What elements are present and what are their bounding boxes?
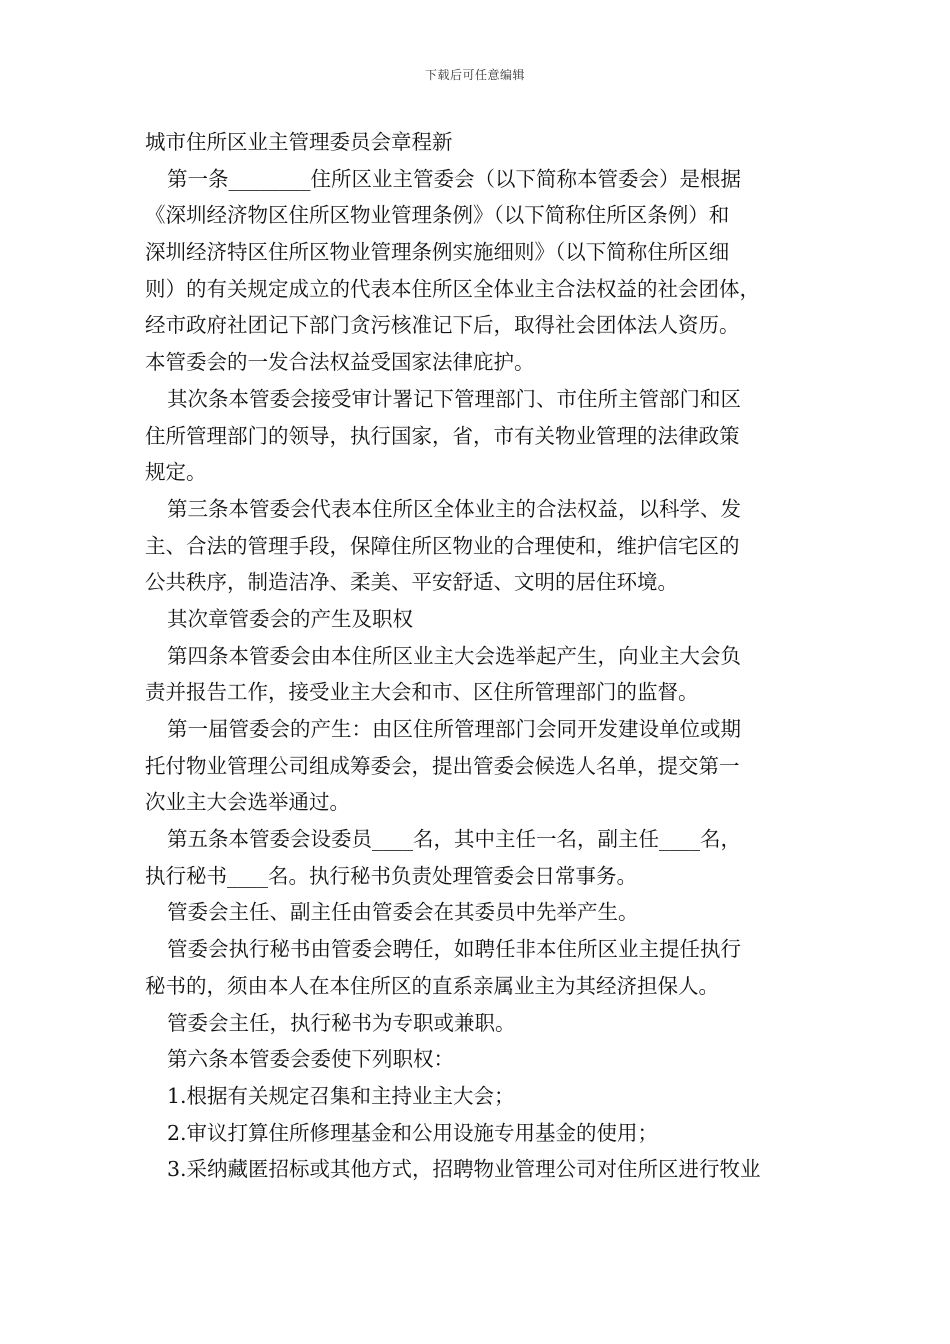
document-line: 第五条本管委会设委员____名，其中主任一名，副主任____名， — [167, 827, 741, 852]
document-line: 管委会主任、副主任由管委会在其委员中先举产生。 — [167, 900, 639, 925]
document-line: 深圳经济特区住所区物业管理条例实施细则》（以下简称住所区细 — [145, 240, 730, 265]
document-line: 城市住所区业主管理委员会章程新 — [145, 130, 453, 154]
document-line: 2.审议打算住所修理基金和公用设施专用基金的使用； — [167, 1120, 659, 1145]
document-line: 责并报告工作，接受业主大会和市、区住所管理部门的监督。 — [145, 680, 699, 705]
document-line: 第四条本管委会由本住所区业主大会选举起产生，向业主大会负 — [167, 643, 741, 668]
document-line: 第一条________住所区业主管委会（以下简称本管委会）是根据 — [167, 166, 741, 191]
document-line: 3.采纳藏匿招标或其他方式，招聘物业管理公司对住所区进行牧业 — [167, 1157, 761, 1182]
document-line: 次业主大会选举通过。 — [145, 790, 350, 815]
header-note: 下载后可任意编辑 — [424, 68, 525, 82]
document-line: 执行秘书____名。执行秘书负责处理管委会日常事务。 — [145, 863, 637, 888]
document-body — [145, 124, 815, 1188]
document-line: 主、合法的管理手段，保障住所区物业的合理使和，维护信宅区的 — [145, 533, 740, 558]
document-line: 本管委会的一发合法权益受国家法律庇护。 — [145, 350, 535, 375]
document-line: 管委会主任，执行秘书为专职或兼职。 — [167, 1010, 516, 1035]
document-line: 住所管理部门的领导，执行国家，省，市有关物业管理的法律政策 — [145, 423, 740, 448]
document-line: 其次章管委会的产生及职权 — [167, 606, 413, 631]
document-line: 第三条本管委会代表本住所区全体业主的合法权益，以科学、发 — [167, 496, 741, 521]
document-line: 规定。 — [145, 460, 207, 485]
document-line: 则）的有关规定成立的代表本住所区全体业主合法权益的社会团体， — [145, 276, 760, 301]
document-line: 公共秩序，制造洁净、柔美、平安舒适、文明的居住环境。 — [145, 570, 678, 595]
document-line: 经市政府社团记下部门贪污核准记下后，取得社会团体法人资历。 — [145, 313, 740, 338]
document-line: 《深圳经济物区住所区物业管理条例》（以下简称住所区条例）和 — [145, 203, 730, 228]
document-line: 管委会执行秘书由管委会聘任，如聘任非本住所区业主提任执行 — [167, 937, 741, 962]
document-line: 1.根据有关规定召集和主持业主大会； — [167, 1083, 515, 1108]
document-line: 第六条本管委会委使下列职权： — [167, 1047, 454, 1072]
document-line: 秘书的，须由本人在本住所区的直系亲属业主为其经济担保人。 — [145, 973, 719, 998]
document-line: 其次条本管委会接受审计署记下管理部门、市住所主管部门和区 — [167, 386, 741, 411]
document-line: 第一届管委会的产生：由区住所管理部门会同开发建设单位或期 — [167, 717, 741, 741]
document-line: 托付物业管理公司组成筹委会，提出管委会候选人名单，提交第一 — [145, 753, 740, 778]
